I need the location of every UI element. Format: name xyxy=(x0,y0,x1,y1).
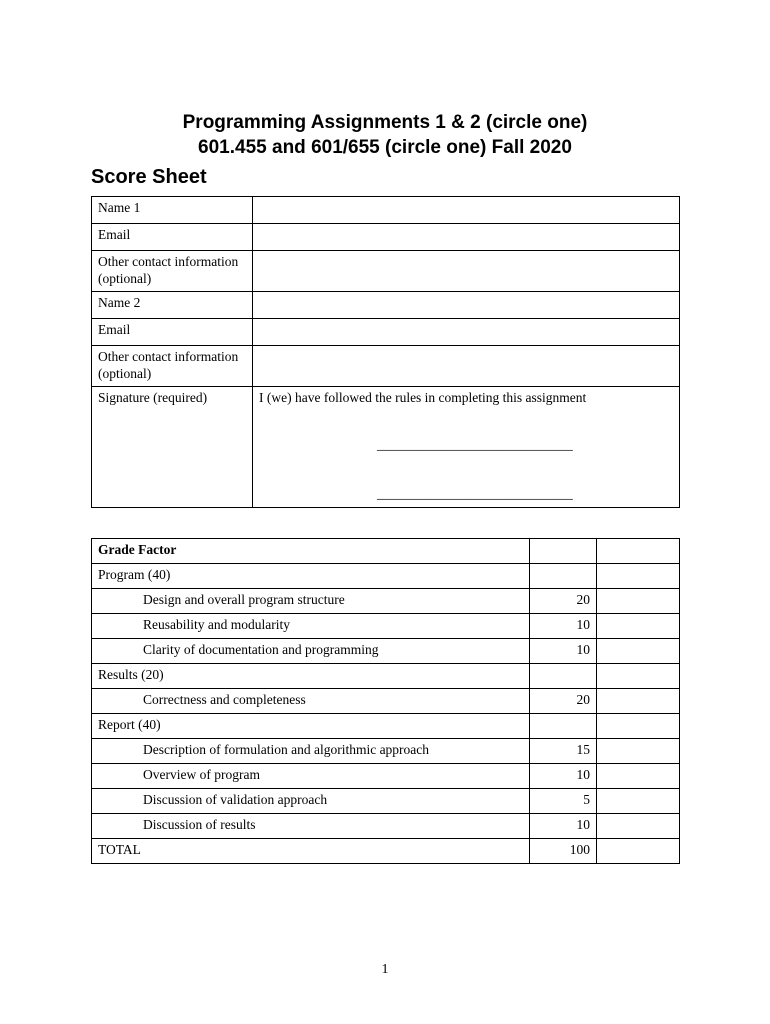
table-row xyxy=(92,197,680,224)
points-cell: 15 xyxy=(530,739,597,764)
table-row xyxy=(92,224,680,251)
grade-factor-header: Grade Factor xyxy=(92,539,530,564)
factor-label: Design and overall program structure xyxy=(92,589,530,614)
signature-line-1: _____________________________ xyxy=(377,437,573,452)
table-row xyxy=(92,387,680,508)
table-row xyxy=(92,789,680,814)
table-row xyxy=(92,346,680,387)
total-label: TOTAL xyxy=(92,839,530,864)
email1-label: Email xyxy=(92,224,253,251)
points-cell xyxy=(530,714,597,739)
factor-label: Clarity of documentation and programming xyxy=(92,639,530,664)
score-cell[interactable] xyxy=(597,639,680,664)
table-row xyxy=(92,689,680,714)
points-cell: 5 xyxy=(530,789,597,814)
table-row xyxy=(92,292,680,319)
signature-field[interactable] xyxy=(253,387,680,508)
name1-label: Name 1 xyxy=(92,197,253,224)
total-points-cell: 100 xyxy=(530,839,597,864)
email2-field[interactable] xyxy=(253,319,680,346)
table-row xyxy=(92,739,680,764)
score-cell[interactable] xyxy=(597,789,680,814)
points-header-cell xyxy=(530,539,597,564)
signature-line-2: _____________________________ xyxy=(377,486,573,501)
table-row xyxy=(92,614,680,639)
table-header-row xyxy=(92,539,680,564)
factor-label: Description of formulation and algorithmic approach xyxy=(92,739,530,764)
factor-label: Correctness and completeness xyxy=(92,689,530,714)
signature-statement: I (we) have followed the rules in completing this assignment xyxy=(259,390,587,405)
table-row xyxy=(92,319,680,346)
points-cell: 10 xyxy=(530,814,597,839)
factor-label: Reusability and modularity xyxy=(92,614,530,639)
total-row xyxy=(92,839,680,864)
document-title-line1: Programming Assignments 1 & 2 (circle one) xyxy=(182,112,588,133)
page-number: 1 xyxy=(381,962,389,977)
score-cell[interactable] xyxy=(597,764,680,789)
score-cell[interactable] xyxy=(597,664,680,689)
signature-label: Signature (required) xyxy=(92,387,253,508)
score-sheet-heading: Score Sheet xyxy=(91,166,207,188)
points-cell: 10 xyxy=(530,764,597,789)
other-contact1-field[interactable] xyxy=(253,251,680,292)
points-cell: 10 xyxy=(530,614,597,639)
score-cell[interactable] xyxy=(597,739,680,764)
factor-label: Overview of program xyxy=(92,764,530,789)
email2-label: Email xyxy=(92,319,253,346)
score-cell[interactable] xyxy=(597,564,680,589)
table-row xyxy=(92,814,680,839)
other-contact2-field[interactable] xyxy=(253,346,680,387)
grade-factor-table xyxy=(91,538,680,864)
category-label: Program (40) xyxy=(92,564,530,589)
email1-field[interactable] xyxy=(253,224,680,251)
points-cell xyxy=(530,564,597,589)
points-cell: 10 xyxy=(530,639,597,664)
table-row xyxy=(92,764,680,789)
other-contact1-label: Other contact information (optional) xyxy=(92,251,253,292)
table-row xyxy=(92,251,680,292)
score-cell[interactable] xyxy=(597,589,680,614)
table-row xyxy=(92,639,680,664)
document-title-line2: 601.455 and 601/655 (circle one) Fall 2020 xyxy=(198,137,572,158)
points-cell: 20 xyxy=(530,589,597,614)
name2-field[interactable] xyxy=(253,292,680,319)
table-row xyxy=(92,589,680,614)
other-contact2-label: Other contact information (optional) xyxy=(92,346,253,387)
category-label: Results (20) xyxy=(92,664,530,689)
total-score-cell[interactable] xyxy=(597,839,680,864)
factor-label: Discussion of validation approach xyxy=(92,789,530,814)
table-row xyxy=(92,664,680,689)
score-cell[interactable] xyxy=(597,714,680,739)
name2-label: Name 2 xyxy=(92,292,253,319)
category-label: Report (40) xyxy=(92,714,530,739)
table-row xyxy=(92,564,680,589)
score-cell[interactable] xyxy=(597,614,680,639)
score-header-cell xyxy=(597,539,680,564)
contact-info-table xyxy=(91,196,680,508)
points-cell: 20 xyxy=(530,689,597,714)
name1-field[interactable] xyxy=(253,197,680,224)
table-row xyxy=(92,714,680,739)
points-cell xyxy=(530,664,597,689)
score-cell[interactable] xyxy=(597,689,680,714)
score-cell[interactable] xyxy=(597,814,680,839)
factor-label: Discussion of results xyxy=(92,814,530,839)
